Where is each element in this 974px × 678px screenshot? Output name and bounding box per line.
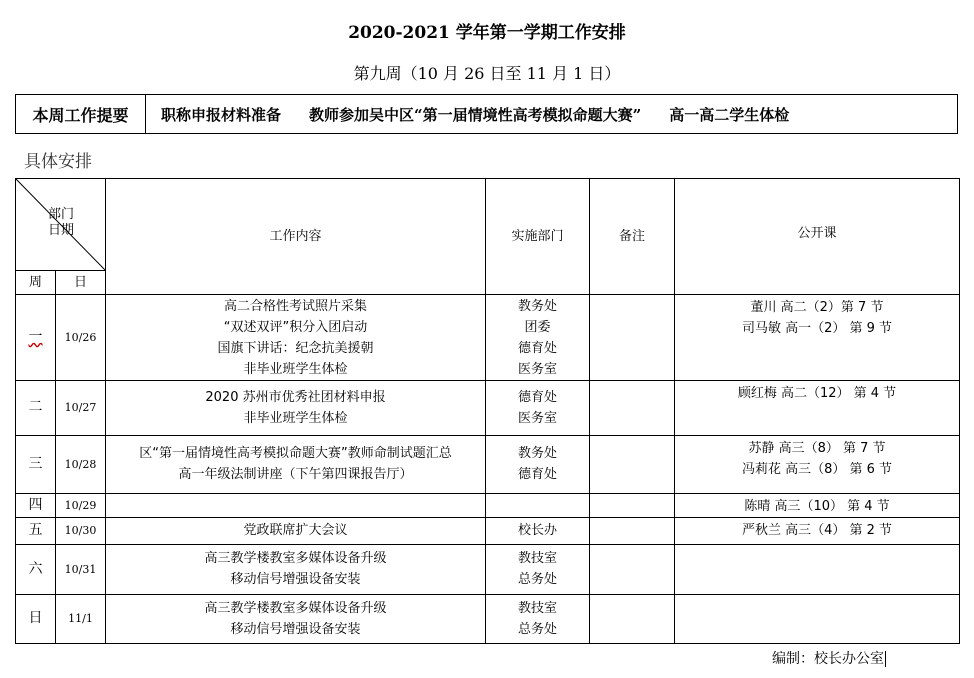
footer-text: 编制：校长办公室 xyxy=(772,651,884,667)
weekday-cell xyxy=(16,493,56,517)
schedule-row xyxy=(16,493,960,517)
schedule-row xyxy=(16,381,960,435)
work-content-line: 高三教学楼教室多媒体设备升级 xyxy=(204,600,387,616)
weekday-label: 五 xyxy=(28,522,43,539)
schedule-table xyxy=(15,178,960,644)
department-cell xyxy=(486,544,590,594)
date-cell: 10/30 xyxy=(56,517,106,544)
department-cell xyxy=(486,381,590,435)
header-week: 周 xyxy=(16,271,56,295)
department-line: 教技室 xyxy=(517,551,557,567)
header-dept: 实施部门 xyxy=(486,179,590,295)
work-content-line: 非毕业班学生体检 xyxy=(243,410,348,426)
department-line: 总务处 xyxy=(517,572,557,588)
summary-item: 职称申报材料准备 xyxy=(161,105,282,124)
footer-editor xyxy=(772,648,886,668)
weekday-label: 四 xyxy=(28,496,43,513)
date-cell: 10/26 xyxy=(56,295,106,381)
department-line: 教务处 xyxy=(517,298,557,314)
work-content-line: 党政联席扩大会议 xyxy=(243,523,348,539)
work-content-cell xyxy=(106,381,486,435)
section-title: 具体安排 xyxy=(24,152,92,172)
work-content-line: “双述双评”积分入团启动 xyxy=(223,319,368,335)
schedule-row xyxy=(16,544,960,594)
header-open-lesson: 公开课 xyxy=(675,179,960,295)
open-lesson-cell xyxy=(675,435,960,493)
work-content-line: 国旗下讲话：纪念抗美援朝 xyxy=(217,340,374,356)
weekday-cell xyxy=(16,594,56,643)
department-line: 总务处 xyxy=(517,621,557,637)
date-cell: 11/1 xyxy=(56,594,106,643)
corner-labels xyxy=(48,207,74,239)
work-content-cell xyxy=(106,493,486,517)
work-content-line: 区“第一届情境性高考模拟命题大赛”教师命制试题汇总 xyxy=(139,446,452,462)
weekday-cell xyxy=(16,381,56,435)
schedule-row xyxy=(16,594,960,643)
department-line: 医务室 xyxy=(517,410,557,426)
department-cell xyxy=(486,493,590,517)
weekly-summary-box xyxy=(15,94,958,134)
department-line: 教技室 xyxy=(517,600,557,616)
note-cell xyxy=(590,381,675,435)
department-cell xyxy=(486,594,590,643)
date-cell: 10/29 xyxy=(56,493,106,517)
department-line: 德育处 xyxy=(517,340,557,356)
open-lesson-cell xyxy=(675,295,960,381)
department-line: 团委 xyxy=(524,319,551,335)
note-cell xyxy=(590,295,675,381)
work-content-line: 2020 苏州市优秀社团材料申报 xyxy=(205,389,386,405)
schedule-row xyxy=(16,517,960,544)
date-cell: 10/31 xyxy=(56,544,106,594)
weekday-label: 三 xyxy=(28,455,43,472)
weekday-cell xyxy=(16,295,56,381)
note-cell xyxy=(590,435,675,493)
document-title: 2020-2021 学年第一学期工作安排 xyxy=(348,23,626,43)
work-content-line: 移动信号增强设备安装 xyxy=(230,621,361,637)
work-content-line: 高二合格性考试照片采集 xyxy=(223,298,367,314)
department-cell xyxy=(486,517,590,544)
department-cell xyxy=(486,435,590,493)
open-lesson-cell xyxy=(675,594,960,643)
header-note: 备注 xyxy=(590,179,675,295)
weekday-cell xyxy=(16,544,56,594)
header-content: 工作内容 xyxy=(106,179,486,295)
work-content-cell xyxy=(106,594,486,643)
date-cell: 10/27 xyxy=(56,381,106,435)
work-content-line: 移动信号增强设备安装 xyxy=(230,572,361,588)
note-cell xyxy=(590,517,675,544)
summary-items xyxy=(146,95,957,133)
open-lesson-line: 董川 高二（2）第 7 节 xyxy=(750,300,884,316)
weekday-label: 二 xyxy=(28,399,43,416)
work-content-cell xyxy=(106,544,486,594)
weekday-cell xyxy=(16,435,56,493)
department-line: 校长办 xyxy=(517,523,557,539)
department-line: 德育处 xyxy=(517,389,557,405)
note-cell xyxy=(590,594,675,643)
corner-date-label: 日期 xyxy=(48,223,75,238)
work-content-line: 非毕业班学生体检 xyxy=(243,361,348,377)
department-line: 德育处 xyxy=(517,467,557,483)
department-line: 教务处 xyxy=(517,446,557,462)
open-lesson-cell xyxy=(675,381,960,435)
schedule-row xyxy=(16,295,960,381)
open-lesson-line: 苏静 高三（8） 第 7 节 xyxy=(748,440,886,456)
open-lesson-cell xyxy=(675,544,960,594)
date-cell: 10/28 xyxy=(56,435,106,493)
open-lesson-line: 陈晴 高三（10） 第 4 节 xyxy=(744,498,890,514)
work-content-line: 高三教学楼教室多媒体设备升级 xyxy=(204,551,387,567)
work-content-cell xyxy=(106,295,486,381)
summary-label: 本周工作提要 xyxy=(16,95,146,133)
weekday-label: 日 xyxy=(28,610,43,627)
note-cell xyxy=(590,544,675,594)
weekday-label: 六 xyxy=(28,560,43,577)
summary-item: 教师参加吴中区“第一届情境性高考模拟命题大赛” xyxy=(309,105,642,124)
open-lesson-line: 严秋兰 高三（4） 第 2 节 xyxy=(741,522,893,538)
open-lesson-line: 顾红梅 高二（12） 第 4 节 xyxy=(737,386,897,402)
open-lesson-cell xyxy=(675,517,960,544)
open-lesson-line: 冯莉花 高三（8） 第 6 节 xyxy=(741,461,893,477)
department-cell xyxy=(486,295,590,381)
open-lesson-cell xyxy=(675,493,960,517)
work-content-cell xyxy=(106,517,486,544)
note-cell xyxy=(590,493,675,517)
corner-dept-label: 部门 xyxy=(48,207,75,222)
open-lesson-line: 司马敏 高一（2） 第 9 节 xyxy=(741,321,893,337)
weekday-label: 一 xyxy=(28,329,43,346)
corner-header-cell xyxy=(16,179,106,271)
department-line: 医务室 xyxy=(517,361,557,377)
schedule-row xyxy=(16,435,960,493)
work-content-cell xyxy=(106,435,486,493)
text-caret xyxy=(885,651,886,667)
week-range: 第九周（10 月 26 日至 11 月 1 日） xyxy=(353,64,621,83)
work-content-line: 高一年级法制讲座（下午第四课报告厅） xyxy=(178,467,413,483)
weekday-cell xyxy=(16,517,56,544)
header-day: 日 xyxy=(56,271,106,295)
summary-item: 高一高二学生体检 xyxy=(669,105,790,124)
